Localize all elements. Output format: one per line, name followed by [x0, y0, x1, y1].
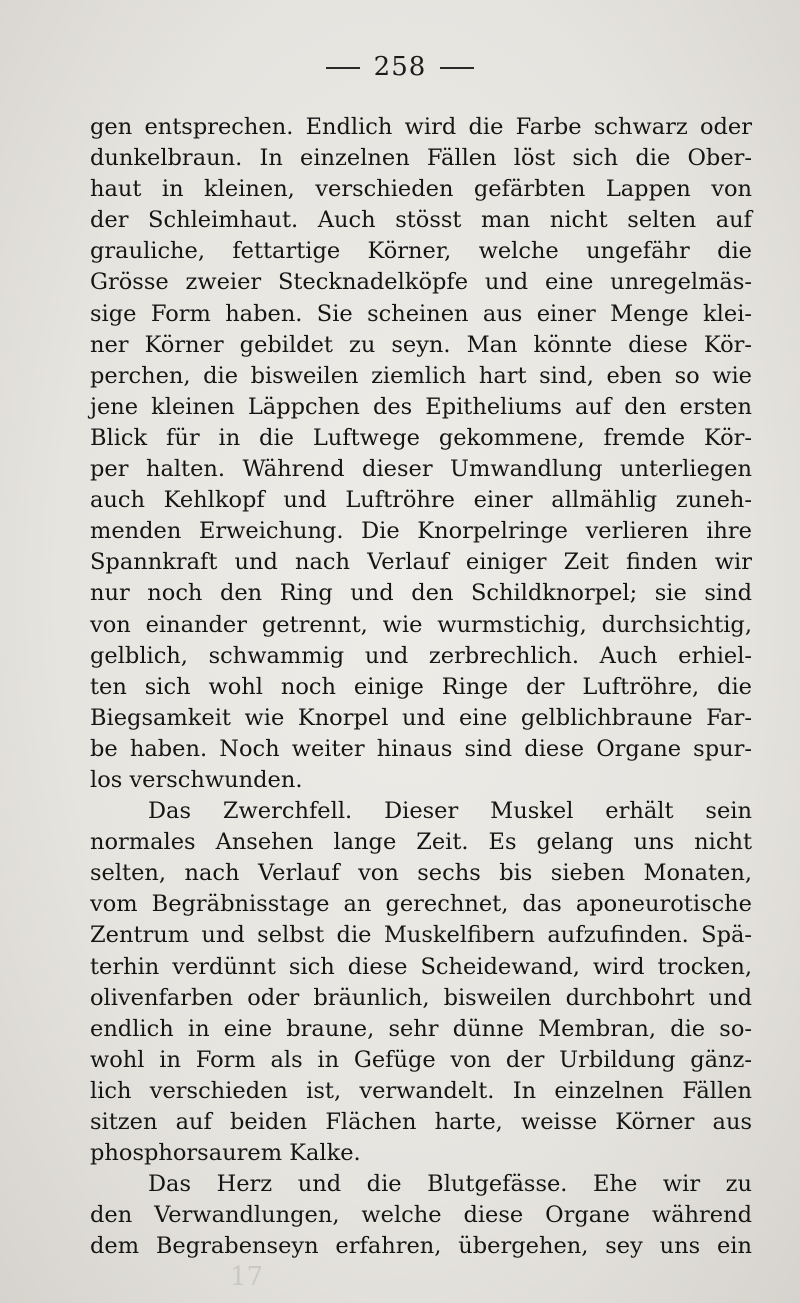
text-line: dem Begrabenseyn erfahren, übergehen, sey uns ein	[90, 1233, 752, 1260]
text-line: Zentrum und selbst die Muskelfibern aufzufinden. Spä-	[90, 922, 752, 949]
text-line: lich verschieden ist, verwandelt. In einzelnen Fällen	[90, 1077, 752, 1104]
page-header	[0, 52, 800, 82]
section-heading-line: Das Zwerchfell. Dieser Muskel erhält sein	[148, 798, 752, 825]
text-line: grauliche, fettartige Körner, welche ungefähr die	[90, 238, 752, 265]
text-line: selten, nach Verlauf von sechs bis sieben Monaten,	[90, 860, 752, 887]
text-line: den Verwandlungen, welche diese Organe während	[90, 1202, 752, 1229]
text-line: normales Ansehen lange Zeit. Es gelang uns nicht	[90, 829, 752, 856]
section-heading-line: Das Herz und die Blutgefässe. Ehe wir zu	[148, 1171, 752, 1198]
text-line: dunkelbraun. In einzelnen Fällen löst sich die Ober-	[90, 145, 752, 172]
text-line: olivenfarben oder bräunlich, bisweilen durchbohrt und	[90, 984, 752, 1011]
text-line: be haben. Noch weiter hinaus sind diese Organe spur-	[90, 735, 752, 762]
text-line: Grösse zweier Stecknadelköpfe und eine unregelmäs-	[90, 269, 752, 296]
body-text	[90, 112, 752, 1262]
text-line: endlich in eine braune, sehr dünne Membran, die so-	[90, 1015, 752, 1042]
text-line: nur noch den Ring und den Schildknorpel; sie sind	[90, 580, 752, 607]
text-line: wohl in Form als in Gefüge von der Urbildung gänz-	[90, 1046, 752, 1073]
text-line: sitzen auf beiden Flächen harte, weisse Körner aus	[90, 1109, 752, 1135]
text-line: vom Begräbnisstage an gerechnet, das aponeurotische	[90, 891, 752, 918]
page-number: 258	[373, 52, 427, 82]
text-line: gelblich, schwammig und zerbrechlich. Auch erhiel-	[90, 642, 752, 669]
bleed-through-mark: 17	[230, 1262, 264, 1292]
text-line: gen entsprechen. Endlich wird die Farbe schwarz oder	[90, 114, 752, 140]
text-line: Spannkraft und nach Verlauf einiger Zeit finden wir	[90, 549, 752, 576]
text-line: Biegsamkeit wie Knorpel und eine gelblichbraune Far-	[90, 704, 752, 731]
header-dash-right	[440, 67, 474, 69]
text-line: per halten. Während dieser Umwandlung unterliegen	[90, 456, 752, 483]
text-line: auch Kehlkopf und Luftröhre einer allmählig zuneh-	[90, 487, 752, 514]
text-line: der Schleimhaut. Auch stösst man nicht selten auf	[90, 207, 752, 234]
text-line: von einander getrennt, wie wurmstichig, durchsichtig,	[90, 611, 752, 638]
text-line: Blick für in die Luftwege gekommene, fremde Kör-	[90, 424, 752, 451]
text-line: terhin verdünnt sich diese Scheidewand, wird trocken,	[90, 953, 752, 980]
text-line: los verschwunden.	[90, 766, 303, 793]
text-line: sige Form haben. Sie scheinen aus einer Menge klei-	[90, 300, 752, 327]
text-line: jene kleinen Läppchen des Epitheliums auf den ersten	[90, 393, 752, 420]
header-dash-left	[326, 67, 360, 69]
text-line: menden Erweichung. Die Knorpelringe verlieren ihre	[90, 518, 752, 545]
text-line: ner Körner gebildet zu seyn. Man könnte diese Kör-	[90, 331, 752, 358]
text-line: phosphorsaurem Kalke.	[90, 1140, 361, 1167]
text-line: ten sich wohl noch einige Ringe der Luftröhre, die	[90, 673, 752, 700]
text-line: haut in kleinen, verschieden gefärbten Lappen von	[90, 176, 752, 203]
text-line: perchen, die bisweilen ziemlich hart sind, eben so wie	[90, 362, 752, 389]
